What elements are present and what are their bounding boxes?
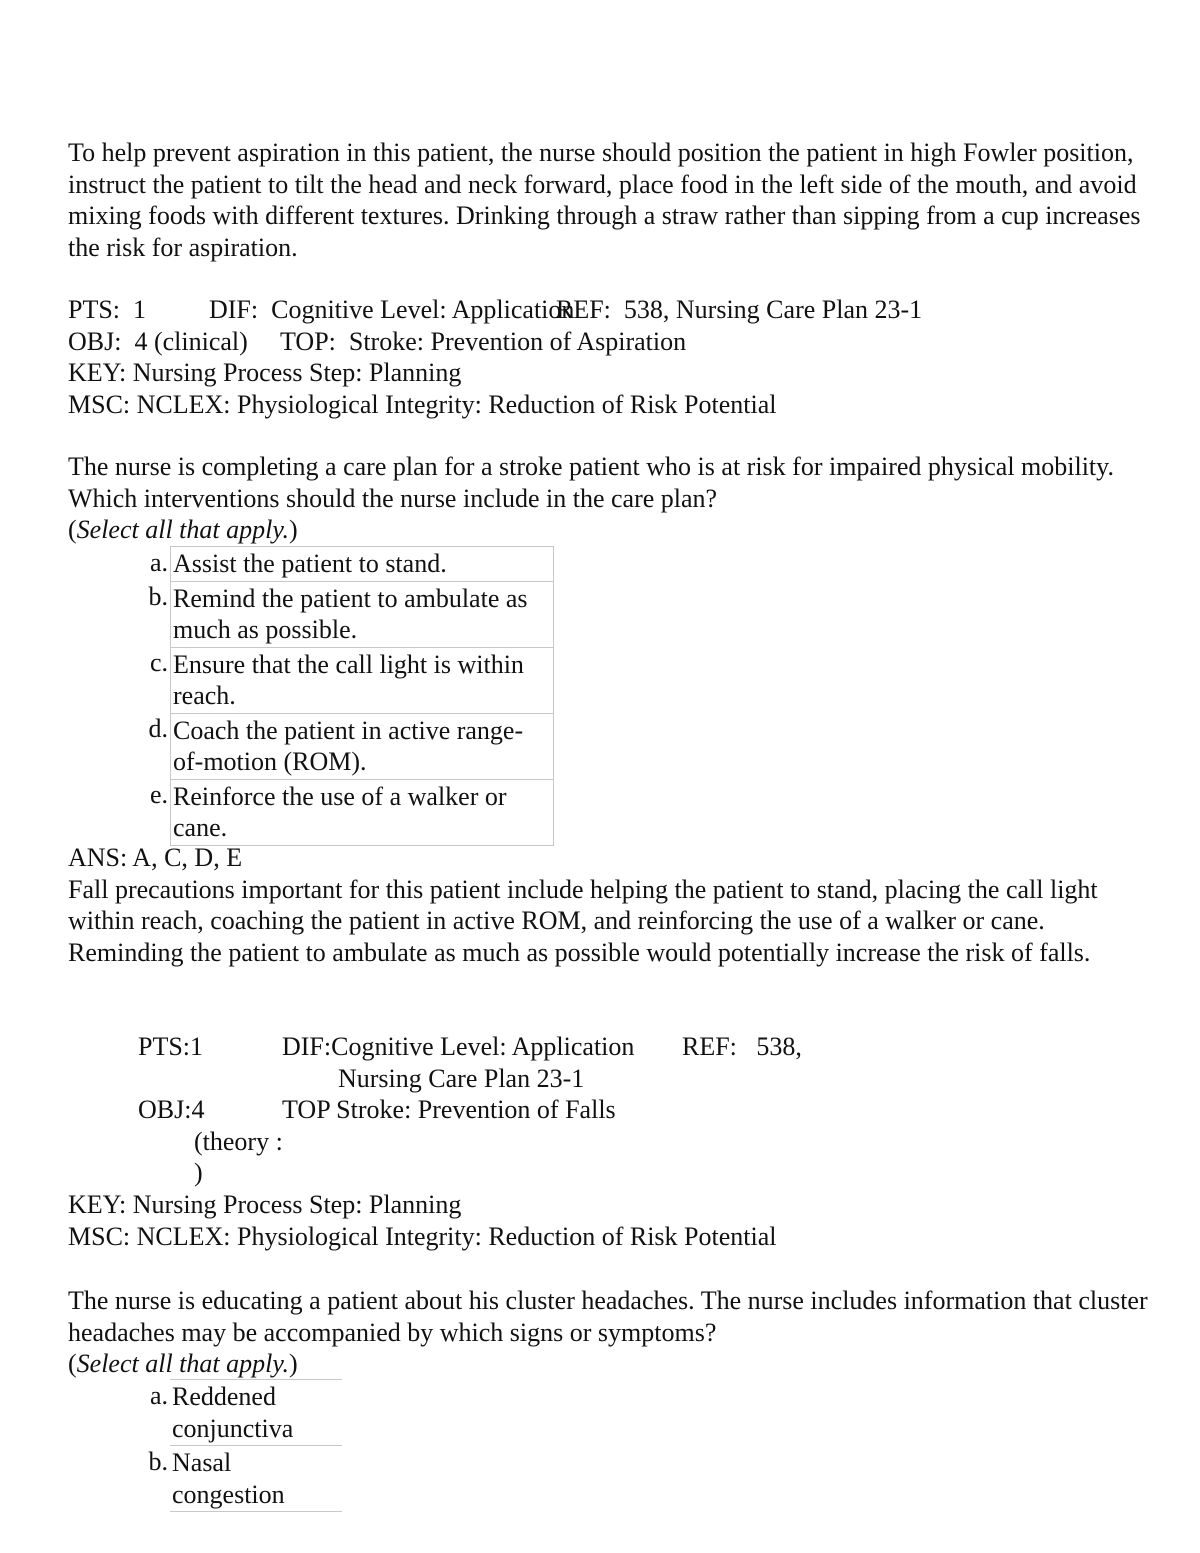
q2-choice-a-text: Assist the patient to stand.: [171, 547, 554, 582]
q3-stem-text: The nurse is educating a patient about his cluster headaches. The nurse includes information that cluster headaches may be accompanied by which signs or symptoms?: [68, 1286, 1148, 1347]
q2-choice-d-letter: d.: [148, 714, 168, 743]
q2-meta-footer: [68, 1189, 1148, 1252]
q2-stem-block: [68, 451, 1148, 546]
q2-choice-b: [140, 581, 554, 647]
q1-section: [68, 137, 1148, 263]
q1-msc: MSC: NCLEX: Physiological Integrity: Reduction of Risk Potential: [68, 389, 777, 419]
q2-answer: ANS: A, C, D, E: [68, 843, 243, 872]
q2-choice-c: [140, 647, 554, 713]
q2-dif: DIF:Cognitive Level: Application: [282, 1032, 635, 1061]
q2-choice-e-letter: e.: [149, 780, 168, 809]
q3-select-open: (: [68, 1349, 77, 1378]
q2-choice-b-letter: b.: [148, 582, 168, 611]
q1-meta: [68, 294, 1148, 420]
q1-explanation: To help prevent aspiration in this patient, the nurse should position the patient in high Fowler position, instruct the patient to tilt the head and neck forward, place food in the left side of the mouth, and avoid mixing foods with different textures. Drinking through a straw rather than sipping from a cup increases the risk for aspiration.: [68, 138, 1141, 262]
q3-select-close: ): [288, 1349, 298, 1378]
q3-stem: [68, 1285, 1148, 1380]
q3-choice-b-text: Nasal congestion: [170, 1446, 342, 1512]
q2-top: TOP Stroke: Prevention of Falls: [282, 1095, 616, 1124]
q2-choice-d-text: Coach the patient in active range-of-motion (ROM).: [171, 713, 554, 779]
q2-obj: OBJ:4: [138, 1095, 205, 1124]
q2-select-open: (: [68, 515, 77, 544]
q1-top: TOP: Stroke: Prevention of Aspiration: [280, 326, 687, 356]
q1-meta-line-1: [68, 294, 1148, 326]
q3-stem-block: [68, 1285, 1148, 1380]
q3-select-all: Select all that apply.: [76, 1349, 289, 1378]
q2-choice-d: [140, 713, 554, 779]
q2-stem-text: The nurse is completing a care plan for a stroke patient who is at risk for impaired physical mobility. Which interventions should the nurse include in the care plan?: [68, 452, 1114, 513]
q2-obj-continued: (theory :: [194, 1127, 283, 1156]
q3-choices-table: [140, 1379, 342, 1512]
q3-choice-a: [140, 1380, 342, 1446]
q2-choice-b-text: Remind the patient to ambulate as much as possible.: [171, 581, 554, 647]
q1-key: KEY: Nursing Process Step: Planning: [68, 358, 462, 387]
q2-choice-c-letter: c.: [149, 648, 168, 677]
q2-msc: MSC: NCLEX: Physiological Integrity: Reduction of Risk Potential: [68, 1221, 777, 1251]
q2-choice-e-text: Reinforce the use of a walker or cane.: [171, 779, 554, 845]
q2-select-close: ): [288, 515, 298, 544]
q2-answer-block: [68, 842, 1148, 968]
q1-pts: PTS: 1: [68, 295, 147, 324]
q2-obj-close: ): [194, 1158, 203, 1187]
q1-meta-line-2: [68, 326, 1148, 358]
q2-ref: REF: 538,: [682, 1032, 802, 1061]
q2-ref-continued: Nursing Care Plan 23-1: [338, 1064, 585, 1093]
q1-dif: DIF: Cognitive Level: Application: [209, 295, 575, 324]
q2-select-all: Select all that apply.: [76, 515, 289, 544]
q2-stem: [68, 451, 1148, 546]
q2-choice-a-letter: a.: [149, 547, 168, 577]
q2-choices-table: [140, 546, 554, 846]
q3-choice-a-text: Reddened conjunctiva: [170, 1380, 342, 1446]
q3-choice-b-letter: b.: [148, 1446, 168, 1476]
q1-obj: OBJ: 4 (clinical): [68, 326, 248, 356]
q2-key: KEY: Nursing Process Step: Planning: [68, 1190, 462, 1219]
q2-choice-e: [140, 779, 554, 845]
q1-ref: REF: 538, Nursing Care Plan 23-1: [556, 295, 923, 324]
q2-explanation: Fall precautions important for this patient include helping the patient to stand, placing the call light within reach, coaching the patient in active ROM, and reinforcing the use of a walker or cane. Reminding the patient to ambulate as much as possible would potentially increase the risk of falls.: [68, 874, 1098, 967]
q2-choice-a: [140, 547, 554, 582]
q2-choice-c-text: Ensure that the call light is within reach.: [171, 647, 554, 713]
q3-choice-a-letter: a.: [149, 1380, 168, 1410]
q2-pts: PTS:1: [138, 1032, 204, 1061]
q3-choice-b: [140, 1446, 342, 1512]
